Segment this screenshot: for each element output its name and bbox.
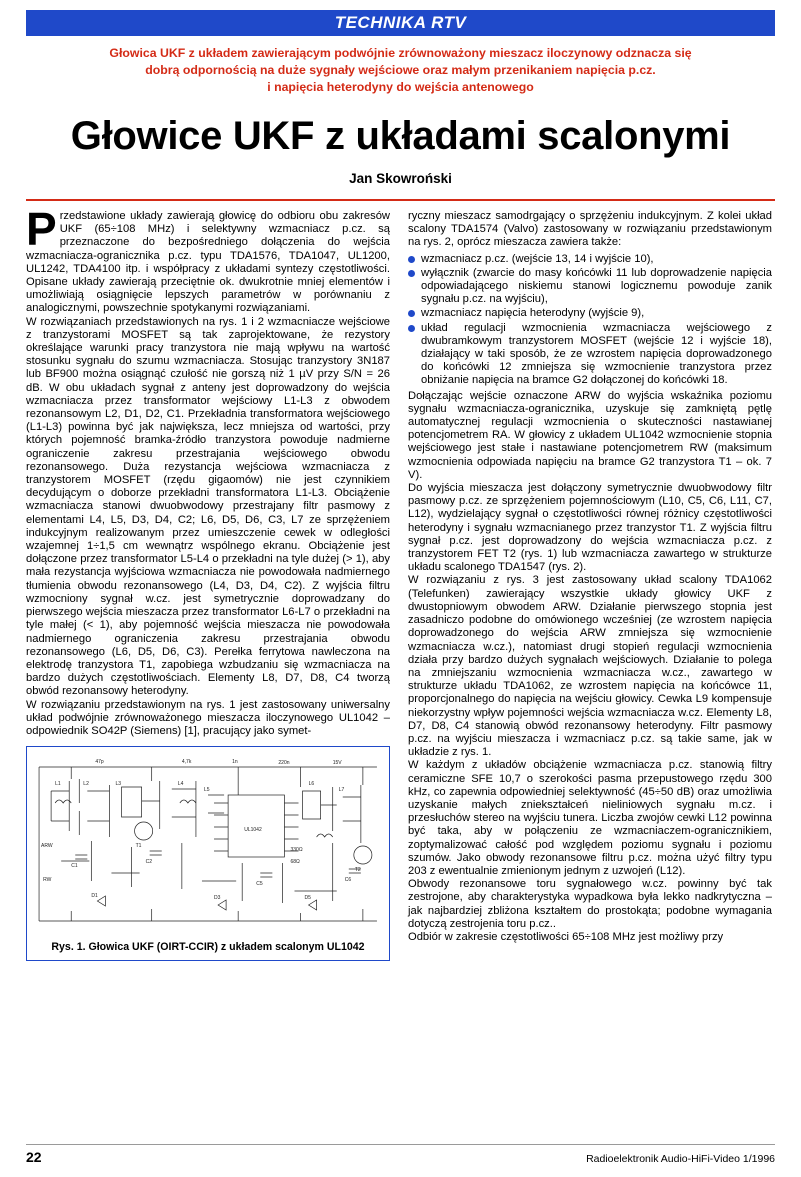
- paragraph-right-1: ryczny mieszacz samodrgający o sprzężeniu indukcyjnym. Z kolei układ scalony TDA1574 (Valvo) zastosowany w rozwiązaniu przedstawionym na rys. 2, oprócz mieszacza zawiera także:: [408, 210, 772, 249]
- paragraph-left-1: [26, 203, 390, 316]
- svg-text:L1: L1: [55, 781, 61, 788]
- svg-text:15V: 15V: [332, 760, 342, 767]
- list-item: [408, 267, 772, 307]
- figure-1: [26, 746, 390, 961]
- section-banner: [26, 10, 775, 36]
- lead-line-1: Głowica UKF z układem zawierającym podwójnie zrównoważony mieszacz iloczynowy odznacza się: [109, 46, 692, 60]
- banner-title: TECHNIKA RTV: [334, 13, 467, 32]
- svg-text:L3: L3: [115, 781, 122, 788]
- title-divider: [26, 199, 775, 201]
- svg-text:T2: T2: [354, 867, 361, 874]
- figure-caption: Rys. 1. Głowica UKF (OIRT-CCIR) z układem scalonym UL1042: [51, 941, 365, 954]
- spacer: [408, 250, 772, 252]
- paragraph-left-1-text: rzedstawione układy zawierają głowicę do odbioru obu zakresów UKF (65÷108 MHz) i selektywny wzmacniacz p.cz. są przeznaczone do bezpośredniego dołączenia do wejścia wzmacniacza-ogranicznika p.cz. typu TDA1576, TDA1047, UL1200, UL1242, TDA4100 itp. i współpracy z układami syntezy częstotliwości. Opisane układy zawierają przeciętnie ok. dwukrotnie mniej elementów i umożliwiają osiągnięcie lepszych parametrów w porównaniu z analogicznymi, powszechnie spotykanymi rozwiązaniami.: [26, 210, 390, 315]
- footer-source: Radioelektronik Audio-HiFi-Video 1/1996: [586, 1153, 775, 1165]
- list-item: [408, 322, 772, 388]
- paragraph-right-4: W rozwiązaniu z rys. 3 jest zastosowany układ scalony TDA1062 (Telefunken) zawierający wszystkie układy głowicy UKF z dwustopniowym obwodem ARW. Działanie pierwszego stopnia jest zasadniczo podobne do omówionego wcześniej (ze wzrostem napięcia doprowadzonego do wejścia ARW zmniejsza się wzmocnienie wzmacniacza w.cz.), natomiast drugi stopień regulacji wzmocnienia działa przy bardzo dużych sygnałach wejściowych. Działanie to polega na zmniejszaniu wzmocnienia wzmacniacza w.cz., zawartego w strukturze układu TDA1062, ze wzrostem napięcia na końcówce 11, proporcjonalnego do napięcia na wejściu głowicy. Cewka L9 kompensuje niekorzystny wpływ pojemności wejścia wzmacniacza w.cz. Elementy L8, D7, D8, C4 stanowią obwód rezonansowy heterodyny. Filtr pasmowy p.cz. na wyjściu mieszacza i wzmacniacz p.cz. są takie same, jak w układzie z rys. 1.: [408, 574, 772, 759]
- svg-text:68Ω: 68Ω: [290, 859, 300, 866]
- svg-text:D5: D5: [304, 895, 311, 902]
- bullet-icon: [408, 310, 415, 317]
- bullet-icon: [408, 270, 415, 277]
- paragraph-left-2: W rozwiązaniach przedstawionych na rys. 1 i 2 wzmacniacze wejściowe z tranzystorami MOSFET są tak zaprojektowane, że rezystory określające warunki pracy tranzystora nie mają wpływu na wartość stosunku sygnału do szumu wzmacniacza. Stosując tranzystory 3N187 lub BF900 można osiągnąć czułość nie gorszą niż 1 µV przy S/N = 26 dB. W obu układach sygnał z anteny jest doprowadzony do wejścia wzmacniacza przez transformator wejściowy L1-L3 z obwodem rezonansowym L2, D1, D2, C1. Przekładnia transformatora wejściowego (L1-L3) powinna być jak największa, lecz mniejsza od wartości, przy których pojemność bramka-źródło tranzystora powoduje nadmierne ograniczenie zakresu przestrajania wejściowego obwodu rezonansowego. Duża rezystancja wejściowa wzmacniacza z tranzystorem MOSFET (rzędu gigaomów) nie jest czynnikiem decydującym o doborze przekładni transformatora L1-L3. Obciążenie wzmacniacza stanowi dwuobwodowy przestrajany filtr pasmowy z elementami L4, L5, D3, D4, C2; L6, D5, D6, C3, L7 ze sprzężeniem indukcyjnym realizowanym przez umieszczenie cewek w odległości wzajemnej 1÷1,5 cm wewnątrz wspólnego ekranu. Obciążenie jest dołączone przez transformator L5-L4 o przekładni na tyle dużej (> 1), aby mała rezystancja wyjściowa wzmacniacza nie powodowała nadmiernego tłumienia obwodu rezonansowego (L4, D3, D4, C2). Z wyjścia filtru wzmocniony sygnał w.cz. jest symetrycznie doprowadzany do pierwszego wejścia mieszacza przez transformator L6-L7 o przekładni na tyle małej (< 1), aby pojemność wejścia mieszacza nie powodowała nadmiernego ograniczenia zakresu przestrajania obwodu rezonansowego (L6, D5, D6, C3). Perełka ferrytowa nawleczona na elektrodę tranzystora T1, zapobiega wzbudzaniu się wzmacniacza na bardzo dużych częstotliwościach. Elementy L8, D7, D8, C4 tworzą obwód rezonansowy heterodyny.: [26, 315, 390, 698]
- page-footer: [26, 1149, 775, 1165]
- footer-divider: [26, 1144, 775, 1145]
- svg-text:330Ω: 330Ω: [290, 847, 303, 854]
- column-left: [26, 203, 390, 961]
- schematic-ic-label: UL1042: [244, 827, 262, 834]
- list-item-text: wyłącznik (zwarcie do masy końcówki 11 lub doprowadzenie napięcia odpowiadającego niskiemu stanowi logicznemu powoduje zanik sygnału p.cz. na wyjściu),: [421, 266, 772, 306]
- paragraph-right-2: Dołączając wejście oznaczone ARW do wyjścia wskaźnika poziomu sygnału wzmacniacza-ogranicznika, uzyskuje się zamkniętą pętlę automatycznej regulacji wzmocnienia o skuteczności nastawianej potencjometrem RA. W głowicy z układem UL1042 wzmocnienie stopnia wejściowego jest stałe i nastawiane potencjometrem RW (maksimum wzmocnienia odpowiada napięciu na bramce G2 tranzystora T1 – ok. 7 V).: [408, 389, 772, 481]
- svg-text:220n: 220n: [278, 760, 290, 767]
- bullet-icon: [408, 325, 415, 332]
- paragraph-left-3: W rozwiązaniu przedstawionym na rys. 1 jest zastosowany uniwersalny układ podwójnie zrównoważonego mieszacza iloczynowego UL1042 – odpowiednik SO42P (Siemens) [1], pracujący jako symet-: [26, 698, 390, 737]
- svg-text:C6: C6: [344, 877, 352, 884]
- lead-paragraph: [26, 45, 775, 96]
- paragraph-right-3: Do wyjścia mieszacza jest dołączony symetrycznie dwuobwodowy filtr pasmowy p.cz. ze sprzężeniem pojemnościowym (L10, C5, C6, L11, C7, L12), wydzielający sygnał o częstotliwości równej różnicy częstotliwości heterodyny i sygnału wzmacnianego przez tranzystor T1. Z wyjścia filtru sygnał p.cz. jest doprowadzony do wejścia wzmacniacza p.cz. z tranzystorem FET T2 (rys. 1) lub wzmacniacza zawartego w strukturze układu scalonego TDA1547 (rys. 2).: [408, 482, 772, 574]
- svg-text:L4: L4: [177, 781, 184, 788]
- svg-text:C1: C1: [71, 863, 78, 870]
- svg-text:ARW: ARW: [41, 843, 53, 850]
- svg-text:47p: 47p: [95, 759, 104, 766]
- svg-text:L5: L5: [203, 787, 210, 794]
- svg-text:C2: C2: [145, 859, 153, 866]
- column-right: [408, 210, 772, 961]
- svg-text:C5: C5: [256, 881, 263, 888]
- article-body: [26, 203, 775, 961]
- svg-text:RW: RW: [43, 877, 52, 884]
- paragraph-right-7: Odbiór w zakresie częstotliwości 65÷108 MHz jest możliwy przy: [408, 930, 724, 943]
- schematic-diagram: [31, 751, 385, 937]
- page: [0, 10, 801, 1177]
- paragraph-right-6: Obwody rezonansowe toru sygnałowego w.cz. powinny być tak zestrojone, aby charakterystyka wypadkowa była lekko nadkrytyczna – jak najbardziej zbliżona kształtem do prostokąta; podobne wymagania dotyczą zestrojenia toru p.cz..: [408, 878, 772, 930]
- svg-text:L2: L2: [83, 781, 89, 788]
- article-author: Jan Skowroński: [349, 171, 452, 186]
- list-item-text: układ regulacji wzmocnienia wzmacniacza wejściowego z dwubramkowym tranzystorem MOSFET (wejście 12 i wyjście 18), działający w taki sposób, że ze wzrostem napięcia doprowadzonego do końcówki 12 zmniejsza się wzmocnienie tranzystora przez obniżanie napięcia na bramce G2 dołączonej do końcówki 18.: [421, 321, 772, 387]
- svg-text:L7: L7: [338, 787, 345, 794]
- svg-text:1n: 1n: [232, 759, 238, 766]
- list-item: [408, 253, 772, 266]
- svg-text:T1: T1: [135, 843, 142, 850]
- lead-line-3: i napięcia heterodyny do wejścia antenowego: [267, 80, 534, 94]
- drop-cap: P: [26, 203, 57, 255]
- list-item-text: wzmacniacz napięcia heterodyny (wyjście 9),: [421, 307, 645, 320]
- paragraph-right-5: W każdym z układów obciążenie wzmacniacza p.cz. stanowią filtry ceramiczne SFE 10,7 o szerokości pasma przepustowego rzędu 300 kHz, co zapewnia odpowiedniej selektywność (45÷50 dB) oraz umożliwia uzyskanie małych zniekształceń nieliniowych sygnału m.cz. i przesłuchów stereo na wyjściu tunera. Liczba zwojów cewki L12 powinna być taka, aby w połączeniu ze wzmacniaczem-ogranicznikiem, zoptymalizować całość pod względem poziomu sygnału i poziomu szumów. Jako obwody rezonansowe filtru p.cz. można użyć filtry typu 203 z ewentualnie zmienionym jednym z uzwojeń (L12).: [408, 759, 772, 877]
- lead-line-2: dobrą odpornością na duże sygnały wejściowe oraz małym przenikaniem napięcia p.cz.: [145, 63, 656, 77]
- page-number: 22: [26, 1149, 42, 1165]
- list-item: [408, 307, 772, 320]
- svg-text:L6: L6: [308, 781, 315, 788]
- svg-text:D1: D1: [91, 893, 98, 900]
- svg-text:4,7k: 4,7k: [181, 759, 192, 766]
- bullet-icon: [408, 256, 415, 263]
- article-title: Głowice UKF z układami scalonymi: [70, 114, 731, 158]
- list-item-text: wzmacniacz p.cz. (wejście 13, 14 i wyjście 10),: [421, 252, 654, 265]
- svg-text:D3: D3: [214, 895, 221, 902]
